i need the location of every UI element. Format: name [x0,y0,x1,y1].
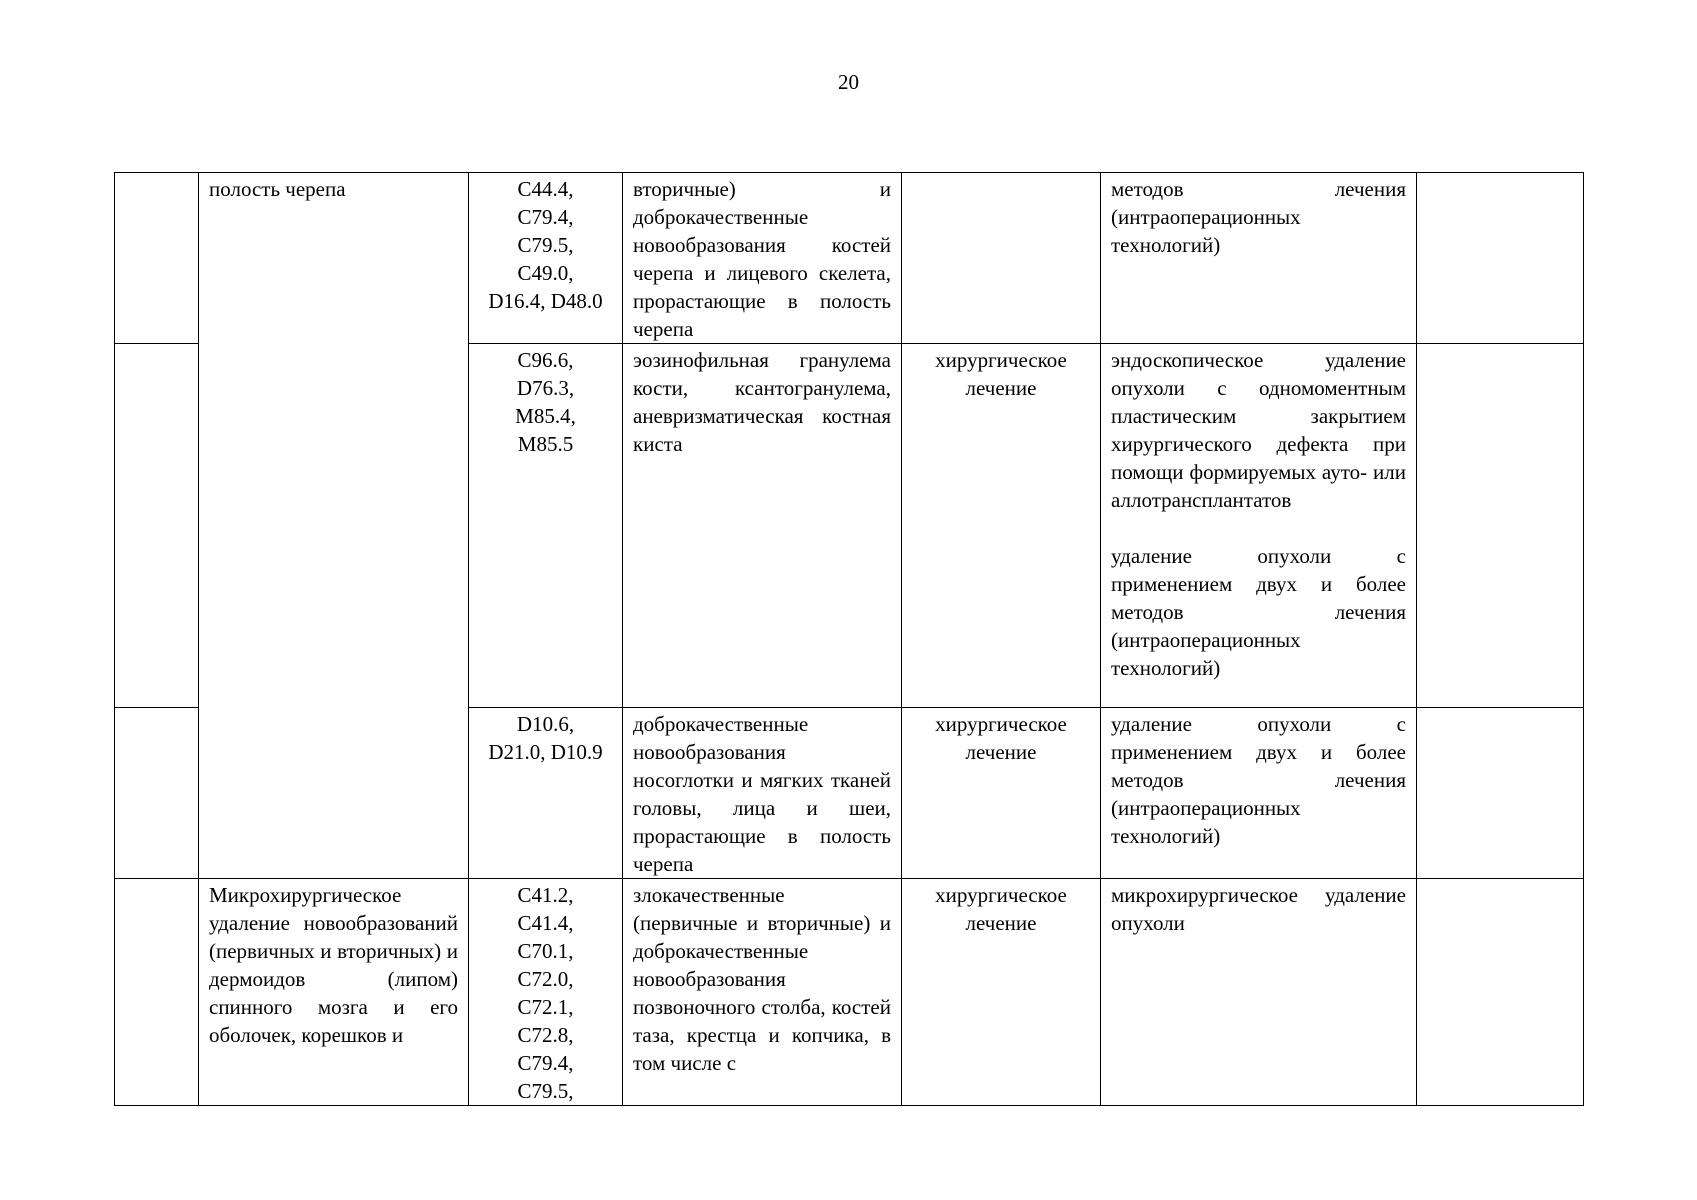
treatment-method-cell [1101,344,1417,708]
model-description-cell [623,879,902,1106]
medical-procedures-table [114,172,1584,1106]
model-description-cell [623,344,902,708]
treatment-method-cell [1101,879,1417,1106]
icd-codes-cell [469,344,623,708]
procedure-name: полость черепа [209,177,346,201]
row-number-cell [115,344,199,708]
row-number-cell [115,708,199,879]
icd-codes-cell [469,173,623,344]
model-description: доброкачественные новообразования носоглотки и мягких тканей головы, лица и шеи, прорастающие в полость черепа [633,712,891,876]
extra-cell [1417,879,1584,1106]
model-description: злокачественные (первичные и вторичные) и доброкачественные новообразования позвоночного столба, костей таза, крестца и копчика, в том числе с [633,883,891,1075]
icd-codes: C44.4, C79.4, C79.5, C49.0, D16.4, D48.0 [488,177,603,313]
model-description: вторичные) и доброкачественные новообразования костей черепа и лицевого скелета, прорастающие в полость черепа [633,177,891,341]
treatment-type: хирургическое лечение [935,348,1067,400]
procedure-name: Микрохирургическое удаление новообразований (первичных и вторичных) и дермоидов (липом) спинного мозга и его оболочек, корешков и [209,883,458,1047]
treatment-type: хирургическое лечение [935,712,1067,764]
table-row [115,879,1584,1106]
treatment-method-cell [1101,708,1417,879]
model-description: эозинофильная гранулема кости, ксантогранулема, аневризматическая костная киста [633,348,891,456]
extra-cell [1417,173,1584,344]
icd-codes-cell [469,708,623,879]
treatment-method: удаление опухоли с применением двух и более методов лечения (интраоперационных технологий) [1111,544,1406,680]
treatment-type-cell [902,344,1101,708]
treatment-type-cell [902,173,1101,344]
icd-codes: D10.6, D21.0, D10.9 [488,712,603,764]
procedure-name-cell [199,173,469,879]
page-number: 20 [838,70,859,94]
icd-codes: C41.2, C41.4, C70.1, C72.0, C72.1, C72.8, C79.4, C79.5, [517,883,574,1103]
treatment-type-cell [902,708,1101,879]
icd-codes-cell [469,879,623,1106]
treatment-method-cell [1101,173,1417,344]
row-number-cell [115,879,199,1106]
treatment-method: удаление опухоли с применением двух и более методов лечения (интраоперационных технологий) [1111,712,1406,848]
table-row [115,173,1584,344]
treatment-method: методов лечения (интраоперационных технологий) [1111,177,1406,257]
extra-cell [1417,708,1584,879]
model-description-cell [623,708,902,879]
treatment-type: хирургическое лечение [935,883,1067,935]
extra-cell [1417,344,1584,708]
model-description-cell [623,173,902,344]
treatment-method: микрохирургическое удаление опухоли [1111,883,1406,935]
row-number-cell [115,173,199,344]
procedure-name-cell [199,879,469,1106]
treatment-method: эндоскопическое удаление опухоли с одномоментным пластическим закрытием хирургического дефекта при помощи формируемых ауто- или аллотрансплантатов [1111,348,1406,512]
icd-codes: C96.6, D76.3, M85.4, M85.5 [515,348,576,456]
treatment-type-cell [902,879,1101,1106]
